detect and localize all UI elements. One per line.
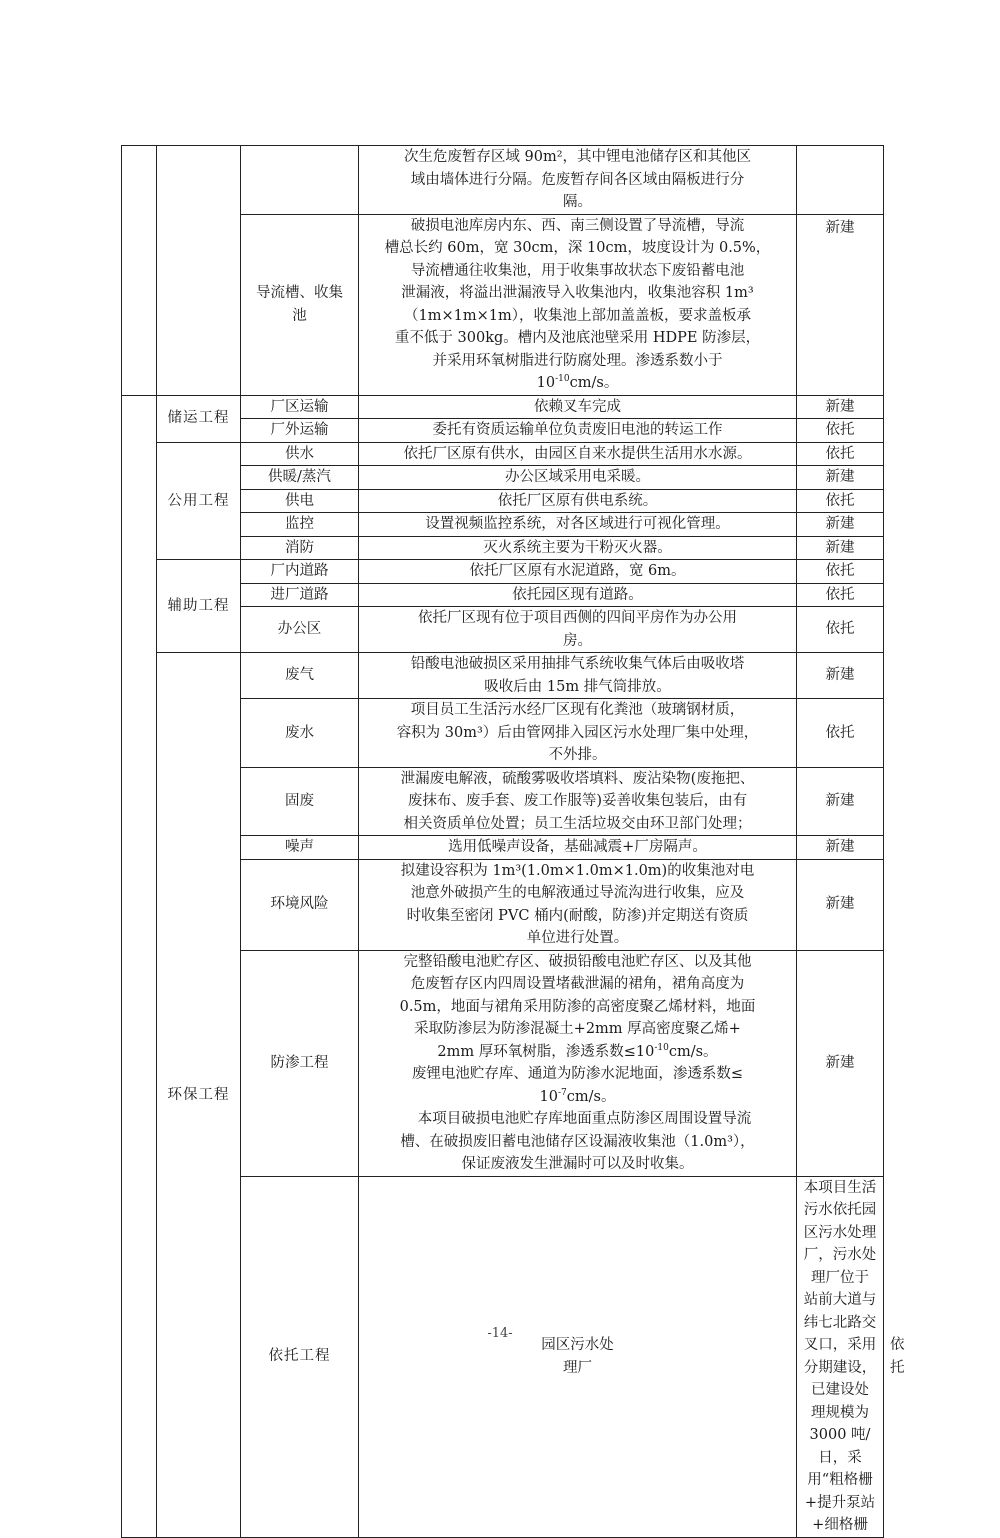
status-cell: 新建 [797,513,884,537]
item-cell: 厂内道路 [241,560,359,584]
category-cell-blank [157,146,241,396]
blank-cell [122,146,157,396]
desc-cell: 依托厂区原有供水，由园区自来水提供生活用水水源。 [359,442,797,466]
status-cell: 依托 [797,560,884,584]
status-cell: 新建 [797,536,884,560]
item-cell: 废气 [241,653,359,699]
item-cell: 环境风险 [241,859,359,950]
item-cell: 园区污水处理厂 [359,1176,797,1537]
status-cell: 新建 [797,214,884,395]
desc-cell: 破损电池库房内东、西、南三侧设置了导流槽，导流 槽总长约 60m，宽 30cm，深 10cm，坡度设计为 0.5%， 导流槽通往收集池，用于收集事故状态下废铅蓄电池 泄漏液，将溢出泄漏液导入收集池内，收集池容积 1m³ （1m×1m×1m），收集池上部加盖盖板，要求盖板承 重不低于 300kg。槽内及池底池壁采用 HDPE 防渗层， 并采用环氧树脂进行防腐处理。渗透系数小于 $10^{-10}cm/s$。 [359,214,797,395]
table-row [122,146,884,215]
table-row [122,560,884,584]
category-cell: 公用工程 [157,442,241,560]
desc-cell: 泄漏废电解液，硫酸雾吸收塔填料、废沾染物(废拖把、 废抹布、废手套、废工作服等)妥善收集包装后，由有 相关资质单位处置；员工生活垃圾交由环卫部门处理； [359,767,797,836]
status-cell: 依托 [797,489,884,513]
item-cell: 导流槽、收集池 [241,214,359,395]
desc-cell: 拟建设容积为 1m³(1.0m×1.0m×1.0m)的收集池对电 池意外破损产生的电解液通过导流沟进行收集，应及 时收集至密闭 PVC 桶内(耐酸，防渗)并定期送有资质 单位进行处置。 [359,859,797,950]
item-cell: 办公区 [241,607,359,653]
item-cell: 固废 [241,767,359,836]
desc-cell: 依赖叉车完成 [359,395,797,419]
status-cell: 新建 [797,653,884,699]
item-cell: 厂外运输 [241,419,359,443]
item-cell: 供暖/蒸汽 [241,466,359,490]
item-cell: 厂区运输 [241,395,359,419]
status-cell: 依托 [797,607,884,653]
status-cell-blank [797,146,884,215]
desc-cell: 依托厂区现有位于项目西侧的四间平房作为办公用 房。 [359,607,797,653]
desc-cell: 设置视频监控系统，对各区域进行可视化管理。 [359,513,797,537]
status-cell: 新建 [797,859,884,950]
table-row [122,395,884,419]
item-cell: 废水 [241,699,359,768]
desc-cell: 依托园区现有道路。 [359,583,797,607]
page-number: -14- [487,1326,513,1341]
item-cell: 防渗工程 [241,950,359,1176]
status-cell: 依托 [797,442,884,466]
desc-cell: 选用低噪声设备，基础减震+厂房隔声。 [359,836,797,860]
status-cell: 依托 [797,583,884,607]
status-cell: 新建 [797,466,884,490]
desc-cell: 依托厂区原有水泥道路，宽 6m。 [359,560,797,584]
desc-cell: 办公区域采用电采暖。 [359,466,797,490]
item-cell: 供电 [241,489,359,513]
table-row [122,442,884,466]
item-cell-blank [241,146,359,215]
status-cell: 新建 [797,767,884,836]
category-cell: 依托工程 [241,1176,359,1537]
status-cell: 新建 [797,395,884,419]
category-cell: 辅助工程 [157,560,241,653]
item-cell: 消防 [241,536,359,560]
desc-cell: 依托厂区原有供电系统。 [359,489,797,513]
item-cell: 供水 [241,442,359,466]
desc-cell: 本项目生活污水依托园区污水处理厂，污水处理厂位于 站前大道与纬七北路交叉口，采用分期建设，已建设处 理规模为 3000 吨/日，采用“粗格栅+提升泵站+细格栅 [797,1176,884,1537]
blank-cell [122,395,157,1537]
table-row: 依托工程 园区污水处理厂 本项目生活污水依托园区污水处理厂，污水处理厂位于 站前大道与纬七北路交叉口，采用分期建设，已建设处 理规模为 3000 吨/日，采用“粗格栅+提升泵站+细格栅 依托 [122,1176,884,1537]
status-cell: 依托 [797,419,884,443]
desc-cell: 灭火系统主要为干粉灭火器。 [359,536,797,560]
status-cell: 新建 [797,950,884,1176]
category-cell: 储运工程 [157,395,241,442]
desc-cell: 铅酸电池破损区采用抽排气系统收集气体后由吸收塔 吸收后由 15m 排气筒排放。 [359,653,797,699]
item-cell: 进厂道路 [241,583,359,607]
desc-cell: 次生危废暂存区域 90m²，其中锂电池储存区和其他区 域由墙体进行分隔。危废暂存间各区域由隔板进行分 隔。 [359,146,797,215]
item-cell: 噪声 [241,836,359,860]
table-row [122,653,884,699]
status-cell: 新建 [797,836,884,860]
desc-cell: 完整铅酸电池贮存区、破损铅酸电池贮存区、以及其他 危废暂存区内四周设置堵截泄漏的裙角，裙角高度为 0.5m，地面与裙角采用防渗的高密度聚乙烯材料，地面 采取防渗层为防渗混凝土+2mm 厚高密度聚乙烯+ 2mm 厚环氧树脂，渗透系数$\le 10^{-10}cm/s$。 废锂电池贮存库、通道为防渗水泥地面，渗透系数≤ $10^{-7}cm/s$。 本项目破损电池贮存库地面重点防渗区周围设置导流 槽、在破损废旧蓄电池储存区设漏液收集池（1.0m³）， 保证废液发生泄漏时可以及时收集。 [359,950,797,1176]
category-cell: 环保工程 [157,653,241,1538]
status-cell: 依托 [797,699,884,768]
desc-cell: 委托有资质运输单位负责废旧电池的转运工作 [359,419,797,443]
item-cell: 监控 [241,513,359,537]
desc-cell: 项目员工生活污水经厂区现有化粪池（玻璃钢材质， 容积为 30m³）后由管网排入园区污水处理厂集中处理， 不外排。 [359,699,797,768]
